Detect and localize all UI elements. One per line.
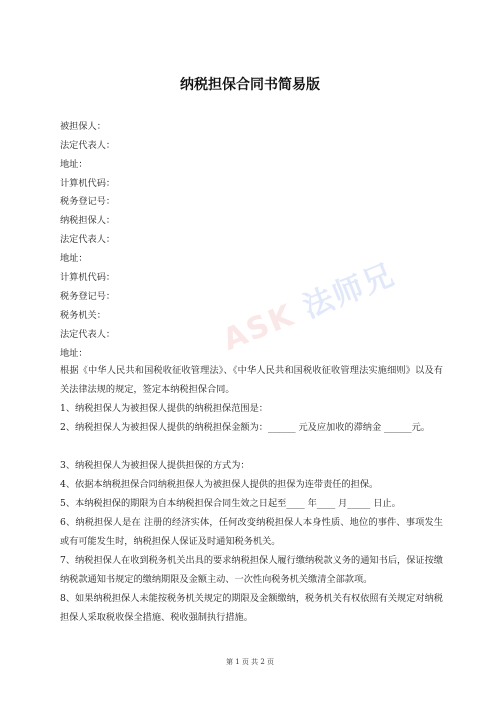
watermark-latin: ASK: [217, 297, 300, 358]
watermark: [215, 250, 401, 359]
field-tax-guarantor: 纳税担保人：: [60, 215, 116, 226]
field-tax-registration-number: 税务登记号：: [60, 291, 116, 302]
field-address: 地址：: [60, 159, 88, 170]
field-tax-authority: 税务机关：: [60, 310, 106, 321]
field-tax-registration-number: 税务登记号：: [60, 196, 116, 207]
field-legal-representative: 法定代表人：: [60, 140, 116, 151]
field-legal-representative: 法定代表人：: [60, 234, 116, 245]
clause-5: 5、本纳税担保的期限为自本纳税担保合同生效之日起至____ 年____ 月_____ 日止。: [60, 498, 401, 509]
clause-7: 7、纳税担保人在收到税务机关出具的要求纳税担保人履行缴纳税款义务的通知书后，保证按缴纳税款通知书规定的缴纳期限及金额主动、一次性向税务机关缴清全部款项。: [60, 555, 443, 585]
document-title: 纳税担保合同书简易版: [180, 77, 320, 93]
field-address: 地址：: [60, 253, 88, 264]
field-computer-code: 计算机代码：: [60, 178, 116, 189]
watermark-chinese: 法师兄: [298, 257, 401, 326]
clause-4: 4、依据本纳税担保合同纳税担保人为被担保人提供的担保为连带责任的担保。: [60, 479, 379, 490]
clause-2: 2、纳税担保人为被担保人提供的纳税担保金额为：______ 元及应加收的滞纳金 ______元。: [60, 422, 430, 433]
clause-1: 1、纳税担保人为被担保人提供的纳税担保范围是：: [60, 403, 268, 414]
field-address: 地址：: [60, 348, 88, 359]
field-computer-code: 计算机代码：: [60, 272, 116, 283]
field-legal-representative: 法定代表人：: [60, 329, 116, 340]
clause-6: 6、纳税担保人是在 注册的经济实体，任何改变纳税担保人本身性质、地位的事件、事项发生或有可能发生时，纳税担保人保证及时通知税务机关。: [60, 517, 443, 547]
page-number: 第 1 页 共 2 页: [225, 658, 275, 666]
field-guaranteed-party: 被担保人：: [60, 121, 106, 132]
paragraph-preamble: 根据《中华人民共和国税收征收管理法》、《中华人民共和国税收征收管理法实施细则》以及有关法律法规的规定，签定本纳税担保合同。: [60, 365, 443, 395]
clause-3: 3、纳税担保人为被担保人提供担保的方式为：: [60, 460, 250, 471]
clause-8: 8、如果纳税担保人未能按税务机关规定的期限及金额缴纳，税务机关有权依照有关规定对纳税担保人采取税收保全措施、税收强制执行措施。: [60, 593, 443, 623]
